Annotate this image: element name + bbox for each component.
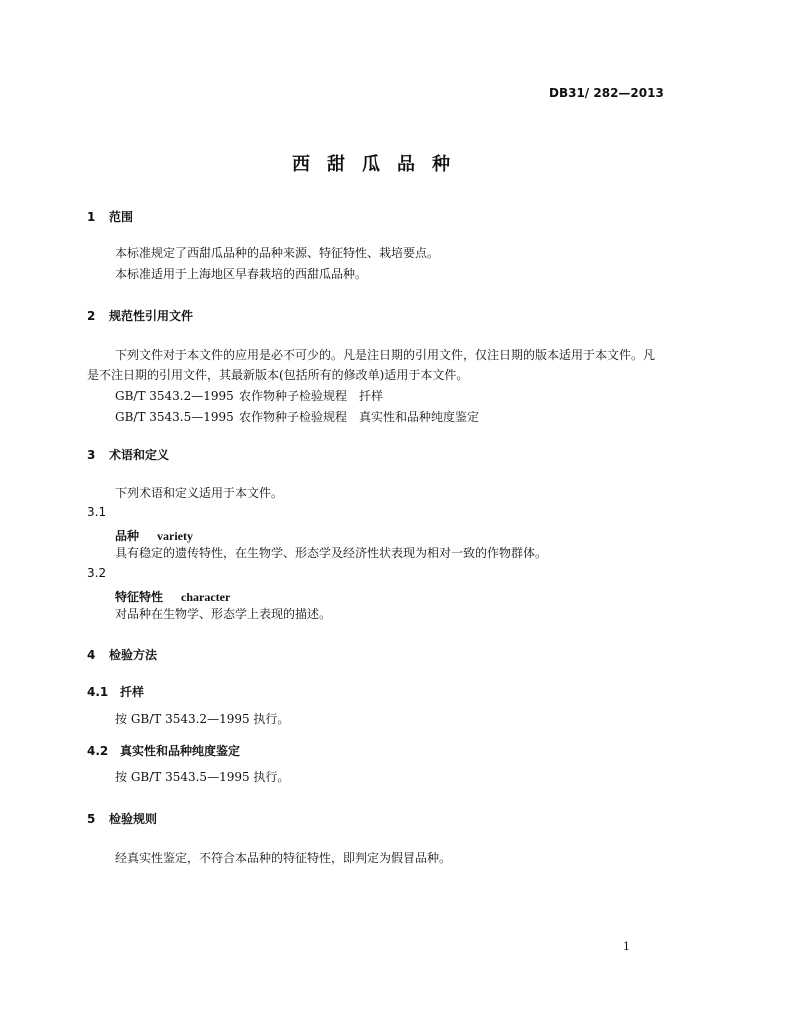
subsection-number: 4.2 (87, 744, 109, 758)
reference-item (115, 386, 383, 406)
standard-code: DB31/ 282—2013 (549, 86, 664, 100)
reference-item (115, 407, 479, 427)
paragraph: 按 GB/T 3543.5—1995 执行。 (115, 770, 290, 784)
term-number: 3.1 (87, 505, 107, 519)
section-title: 规范性引用文件 (109, 309, 194, 323)
reference-part: 真实性和品种纯度鉴定 (359, 410, 480, 424)
document-title: 西甜瓜品种 (292, 154, 467, 175)
term-definition: 对品种在生物学、形态学上表现的描述。 (115, 607, 332, 621)
subsection-title: 真实性和品种纯度鉴定 (120, 744, 241, 758)
section-4-heading (87, 646, 157, 663)
paragraph: 经真实性鉴定，不符合本品种的特征特性，即判定为假冒品种。 (115, 851, 452, 865)
section-number: 4 (87, 648, 96, 662)
term-heading (115, 586, 230, 605)
reference-code: GB/T 3543.5—1995 (115, 410, 234, 424)
term-cn: 品种 (115, 529, 140, 543)
term-en: character (181, 590, 231, 604)
section-number: 1 (87, 210, 96, 224)
reference-part: 扦样 (359, 389, 384, 403)
page-number: 1 (623, 940, 630, 953)
paragraph: 下列文件对于本文件的应用是必不可少的。凡是注日期的引用文件，仅注日期的版本适用于本文件。凡是不注日期的引用文件，其最新版本(包括所有的修改单)适用于本文件。 (87, 348, 656, 382)
term-cn: 特征特性 (115, 590, 164, 604)
section-number: 3 (87, 448, 96, 462)
section-title: 术语和定义 (109, 448, 170, 462)
section-title: 检验方法 (109, 648, 158, 662)
term-en: variety (157, 529, 193, 543)
section-3-heading (87, 446, 169, 463)
reference-name: 农作物种子检验规程 (239, 410, 348, 424)
reference-name: 农作物种子检验规程 (239, 389, 348, 403)
subsection-4-1-heading (87, 683, 144, 700)
paragraph: 下列术语和定义适用于本文件。 (115, 486, 284, 500)
section-title: 范围 (109, 210, 134, 224)
subsection-4-2-heading (87, 742, 240, 759)
section-number: 5 (87, 812, 96, 826)
section-5-heading (87, 810, 157, 827)
subsection-number: 4.1 (87, 685, 109, 699)
reference-code: GB/T 3543.2—1995 (115, 389, 234, 403)
section-number: 2 (87, 309, 96, 323)
paragraph: 本标准适用于上海地区早春栽培的西甜瓜品种。 (115, 267, 368, 281)
paragraph: 按 GB/T 3543.2—1995 执行。 (115, 712, 290, 726)
term-definition: 具有稳定的遗传特性，在生物学、形态学及经济性状表现为相对一致的作物群体。 (115, 546, 548, 560)
section-2-heading (87, 307, 193, 324)
subsection-title: 扦样 (120, 685, 145, 699)
term-number: 3.2 (87, 566, 107, 580)
section-1-heading (87, 208, 133, 225)
paragraph: 本标准规定了西甜瓜品种的品种来源、特征特性、栽培要点。 (115, 246, 440, 260)
section-title: 检验规则 (109, 812, 158, 826)
term-heading (115, 525, 193, 544)
